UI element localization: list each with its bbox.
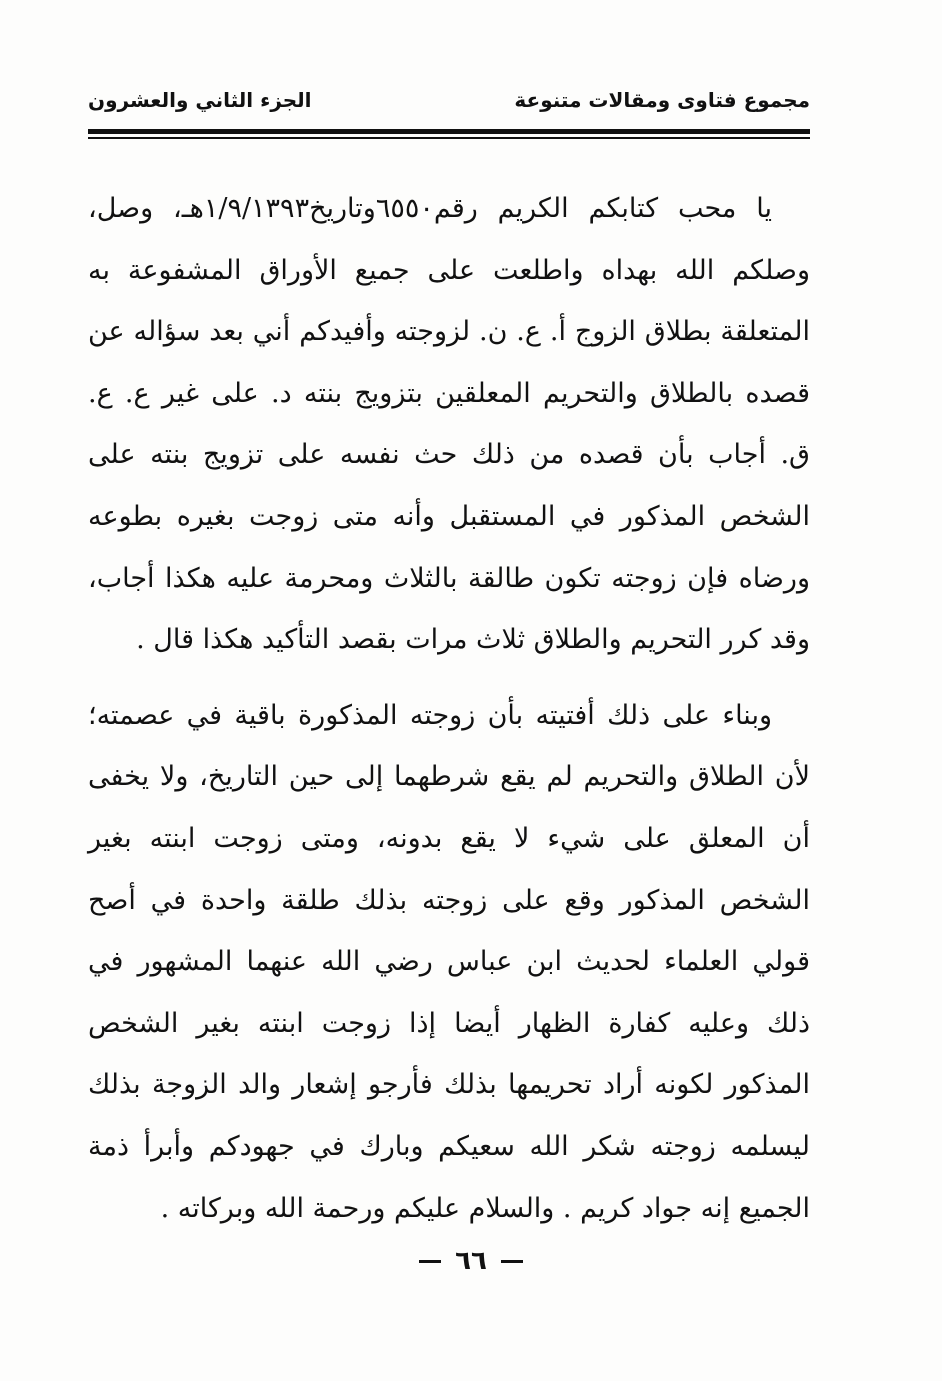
page-footer [0, 1246, 942, 1276]
paragraph-fatwa-ruling: وبناء على ذلك أفتيته بأن زوجته المذكورة باقية في عصمته؛ لأن الطلاق والتحريم لم يقع شرطهما إلى حين التاريخ، ولا يخفى أن المعلق على شيء لا يقع بدونه، ومتى زوجت ابنته بغير الشخص المذكور وقع على زوجته بذلك طلقة واحدة في أصح قولي العلماء لحديث ابن عباس رضي الله عنهما المشهور في ذلك وعليه كفارة الظهار أيضا إذا زوجت ابنته بغير الشخص المذكور لكونه أراد تحريمها بذلك فأرجو إشعار والد الزوجة بذلك ليسلمه زوجته شكر الله سعيكم وبارك في جهودكم وأبرأ ذمة الجميع إنه جواد كريم . والسلام عليكم ورحمة الله وبركاته . [88, 699, 810, 1224]
volume-label: الجزء الثاني والعشرون [88, 88, 312, 112]
paragraph-letter-response: يا محب كتابكم الكريم رقم٦٥٥٠وتاريخ١/٩/١٣٩٣هـ، وصل، وصلكم الله بهداه واطلعت على جميع الأوراق المشفوعة به المتعلقة بطلاق الزوج أ. ع. ن. لزوجته وأفيدكم أني بعد سؤاله عن قصده بالطلاق والتحريم المعلقين بتزويج بنته د. على غير ع. ع. ق. أجاب بأن قصده من ذلك حث نفسه على تزويج بنته على الشخص المذكور في المستقبل وأنه متى زوجت بغيره بطوعه ورضاه فإن زوجته تكون طالقة بالثلاث ومحرمة عليه هكذا أجاب، وقد كرر التحريم والطلاق ثلاث مرات بقصد التأكيد هكذا قال . [88, 193, 810, 656]
running-header [88, 88, 810, 124]
header-rule-thick [88, 129, 810, 134]
page-number: ٦٦ [455, 1246, 487, 1276]
body-text [88, 178, 810, 1239]
header-rule-thin [88, 137, 810, 139]
book-title: مجموع فتاوى ومقالات متنوعة [514, 88, 810, 112]
dash-left [419, 1260, 441, 1263]
dash-right [501, 1260, 523, 1263]
